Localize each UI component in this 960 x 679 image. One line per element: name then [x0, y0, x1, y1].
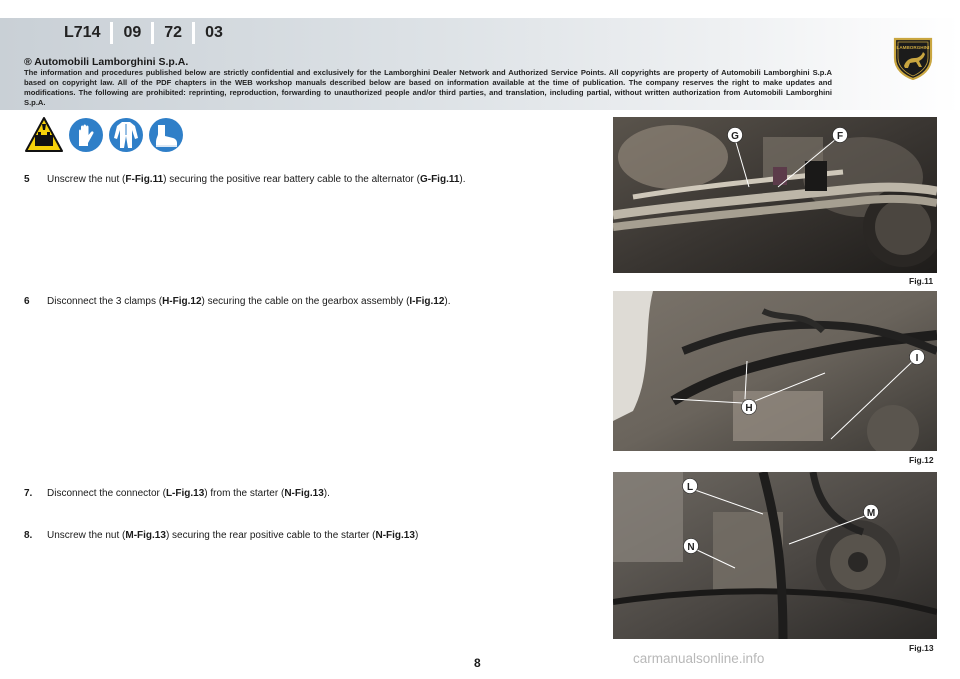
ref-N-fig13: N-Fig.13: [284, 488, 324, 499]
step-number: 6: [24, 296, 30, 307]
step-5: 5 Unscrew the nut (F-Fig.11) securing the positive rear battery cable to the alternator (G-Fig.11).: [24, 174, 466, 185]
fig12-photo: [613, 291, 937, 451]
svg-text:L: L: [686, 482, 694, 493]
watermark: carmanualsonline.info: [633, 651, 765, 666]
fig11-label: Fig.11: [909, 276, 934, 286]
ref-I-fig12: I-Fig.12: [409, 296, 445, 307]
step-7: 7. Disconnect the connector (L-Fig.13) from the starter (N-Fig.13).: [24, 488, 330, 499]
fig13-photo: [613, 472, 937, 639]
overalls-icon: [108, 116, 144, 154]
svg-text:M: M: [866, 508, 876, 519]
copyright-text: The information and procedures published below are strictly confidential and exclusively for the Lamborghini Dealer Network and Authorized Service Points. All copyrights are property of Automobili Lamborghini S.p.A based on copyright law. All of the PDF chapters in the WEB workshop manuals described below are based on information available at the time of publication. The company reserves the right to make updates and modifications. The following are prohibited: reprinting, reproduction, forwarding to unauthorized people and/or third parties, and translation, including partial, without written authorization from Automobili Lamborghini S.p.A.: [24, 68, 832, 107]
ref-G-fig11: G-Fig.11: [419, 174, 460, 185]
fig11-photo: [613, 117, 937, 273]
step-number: 5: [24, 174, 30, 185]
copyright-block: [24, 56, 832, 108]
svg-text:H: H: [745, 403, 753, 414]
lamborghini-logo: [892, 36, 934, 80]
svg-text:N: N: [687, 542, 695, 553]
safety-shoes-icon: [148, 116, 184, 154]
warning-battery-icon: [24, 116, 64, 154]
fig12-label: Fig.12: [909, 455, 934, 465]
ref-H-fig12: H-Fig.12: [162, 296, 202, 307]
code-group: 09: [110, 22, 151, 44]
page-number: 8: [474, 656, 481, 670]
step-8: 8. Unscrew the nut (M-Fig.13) securing the rear positive cable to the starter (N-Fig.13): [24, 530, 419, 541]
ref-N-fig13: N-Fig.13: [375, 530, 415, 541]
safety-icons: [24, 116, 184, 154]
copyright-title: ® Automobili Lamborghini S.p.A.: [24, 56, 189, 68]
svg-text:G: G: [731, 131, 739, 142]
fig13-label: Fig.13: [909, 643, 934, 653]
step-6: 6 Disconnect the 3 clamps (H-Fig.12) securing the cable on the gearbox assembly (I-Fig.12).: [24, 296, 451, 307]
logo-text: LAMBORGHINI: [896, 45, 930, 50]
code-subgroup: 72: [151, 22, 192, 44]
ref-M-fig13: M-Fig.13: [125, 530, 166, 541]
svg-text:F: F: [836, 131, 844, 142]
code-section: 03: [192, 22, 233, 44]
gloves-icon: [68, 116, 104, 154]
svg-text:I: I: [915, 353, 919, 364]
ref-F-fig11: F-Fig.11: [125, 174, 164, 185]
document-code: [56, 22, 233, 44]
code-model: L714: [64, 24, 101, 41]
step-number: 8.: [24, 530, 33, 541]
ref-L-fig13: L-Fig.13: [165, 488, 205, 499]
step-number: 7.: [24, 488, 33, 499]
